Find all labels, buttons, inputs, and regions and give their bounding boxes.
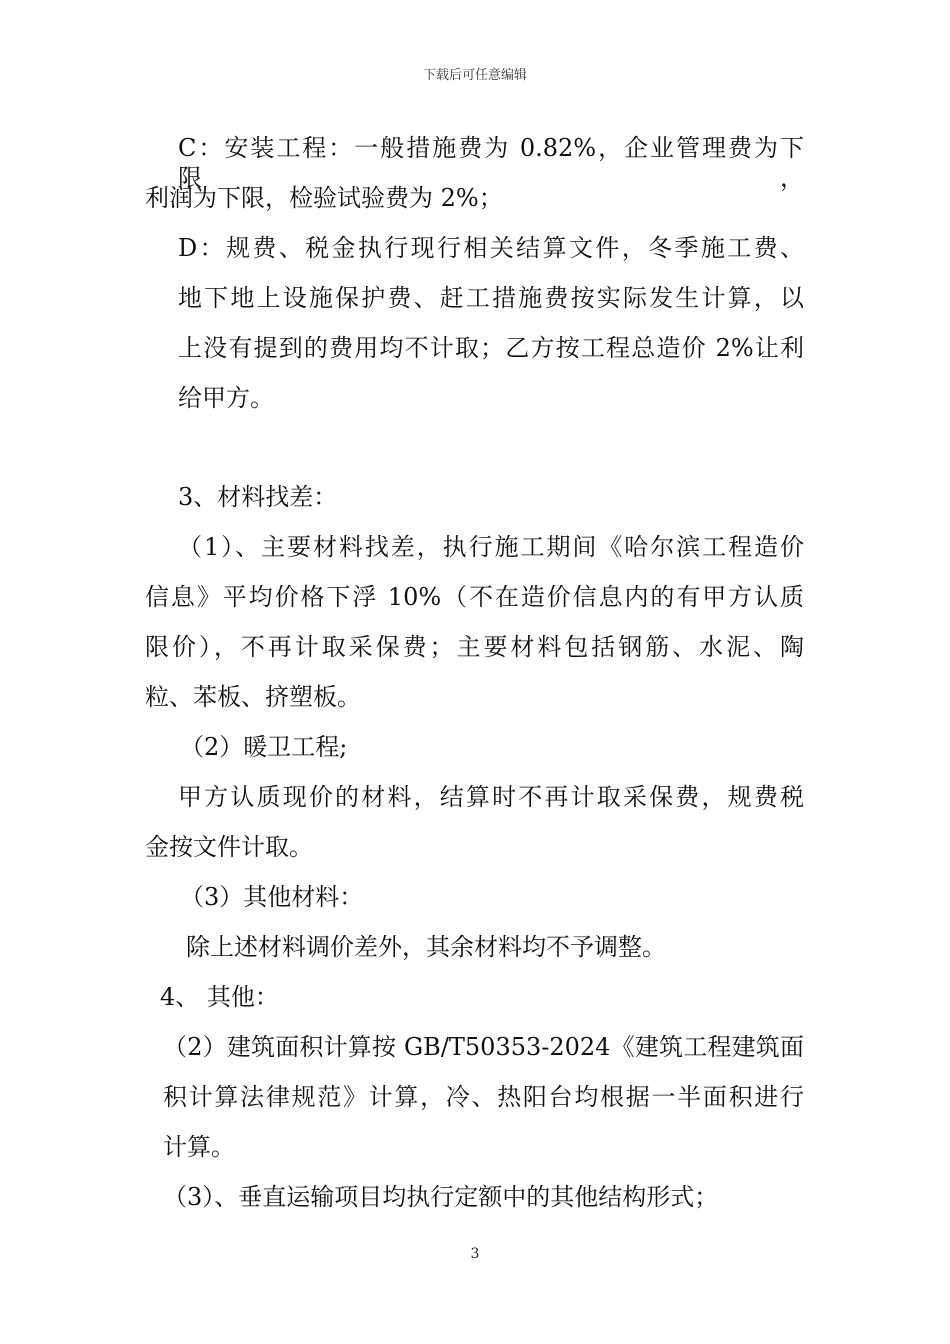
paragraph-4-3-line-1: （3）、垂直运输项目均执行定额中的其他结构形式； [163, 1183, 719, 1211]
paragraph-4-2-line-2: 积计算法律规范》计算，冷、热阳台均根据一半面积进行 [163, 1083, 804, 1111]
paragraph-d-line-4: 给甲方。 [178, 384, 274, 412]
paragraph-4-2-line-3: 计算。 [163, 1133, 235, 1161]
paragraph-3-2-heading: （2）暖卫工程; [180, 733, 348, 761]
paragraph-3-3-heading: （3）其他材料： [180, 883, 364, 911]
paragraph-3-2-line-2: 金按文件计取。 [145, 833, 313, 861]
paragraph-c-line-1: C：安装工程：一般措施费为 0.82%，企业管理费为下限， [178, 134, 804, 192]
paragraph-c-line-2: 利润为下限，检验试验费为 2%； [145, 184, 503, 212]
paragraph-d-line-1: D：规费、税金执行现行相关结算文件，冬季施工费、 [178, 234, 804, 262]
paragraph-3-2-line-1: 甲方认质现价的材料，结算时不再计取采保费，规费税 [178, 783, 804, 811]
page-header: 下载后可任意编辑 [422, 68, 527, 83]
section-3-heading: 3、材料找差： [178, 483, 338, 511]
paragraph-3-1-line-1: （1）、主要材料找差，执行施工期间《哈尔滨工程造价 [178, 533, 804, 561]
paragraph-3-1-line-3: 限价），不再计取采保费；主要材料包括钢筋、水泥、陶 [145, 633, 804, 661]
paragraph-d-line-3: 上没有提到的费用均不计取；乙方按工程总造价 2%让利 [178, 334, 804, 362]
section-4-heading: 4、 其他： [160, 983, 279, 1011]
paragraph-3-1-line-4: 粒、苯板、挤塑板。 [145, 683, 361, 711]
paragraph-3-1-line-2: 信息》平均价格下浮 10%（不在造价信息内的有甲方认质 [145, 583, 804, 611]
paragraph-4-2-line-1: （2）建筑面积计算按 GB/T50353-2024《建筑工程建筑面 [163, 1033, 804, 1061]
paragraph-d-line-2: 地下地上设施保护费、赶工措施费按实际发生计算，以 [178, 284, 804, 312]
page-number: 3 [470, 1246, 480, 1262]
paragraph-3-3-line-1: 除上述材料调价差外，其余材料均不予调整。 [186, 933, 666, 961]
